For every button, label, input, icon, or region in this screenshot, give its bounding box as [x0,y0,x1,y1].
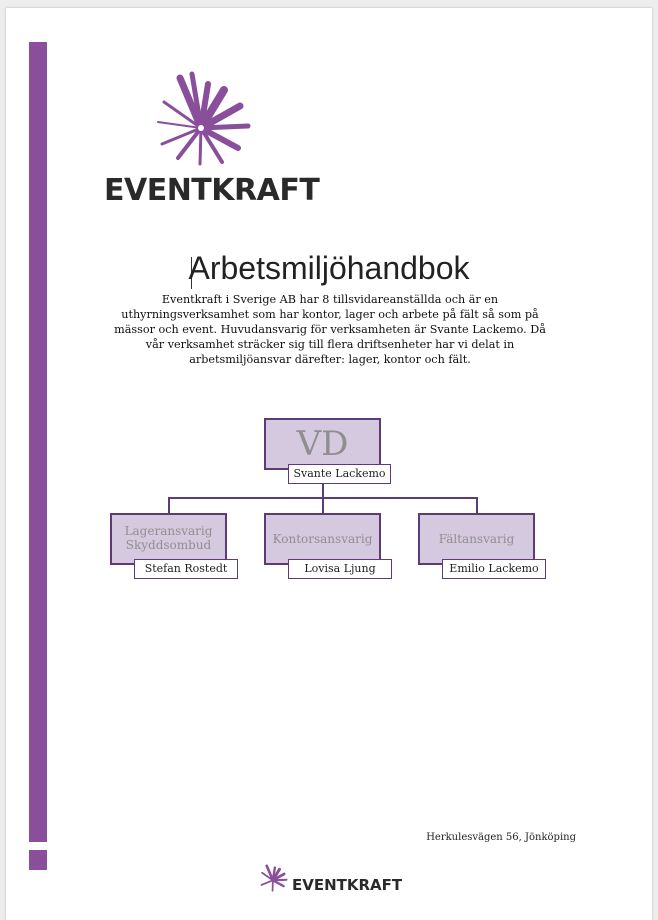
eventkraft-logo-text: EVENTKRAFT [104,173,320,208]
connector-line [322,483,324,498]
connector-line [322,497,324,514]
org-role: VD [296,424,349,464]
org-box-vd[interactable] [264,418,381,470]
eventkraft-footer-text: EVENTKRAFT [292,876,403,894]
org-box-lager[interactable] [110,513,227,565]
intro-paragraph[interactable]: Eventkraft i Sverige AB har 8 tillsvidareanställda och är en uthyrningsverksamhet som har kontor, lager och arbete på fält så som på mässor och event. Huvudansvarig för verksamheten är Svante Lackemo. Då vår verksamhet sträcker sig till flera driftsenheter har vi delat in arbetsmiljöansvar därefter: lager, kontor och fält. [114,293,546,366]
org-box-falt[interactable] [418,513,535,565]
document-title[interactable]: Arbetsmiljöhandbok [188,250,470,286]
org-role-line: Lageransvarig [124,524,213,538]
org-role: Fältansvarig [438,532,515,546]
decorative-side-square [29,850,47,870]
starburst-logo-icon [150,70,260,170]
decorative-side-bar [29,42,47,842]
org-role: Kontorsansvarig [272,532,373,546]
starburst-logo-icon [258,862,290,894]
org-name: Stefan Rostedt [134,559,238,579]
org-role-line: Skyddsombud [125,538,212,552]
connector-line [476,497,478,514]
org-name: Svante Lackemo [288,464,391,484]
org-name: Emilio Lackemo [442,559,546,579]
connector-line [168,497,170,514]
address-text: Herkulesvägen 56, Jönköping [426,832,576,843]
org-box-kontor[interactable] [264,513,381,565]
org-name: Lovisa Ljung [288,559,392,579]
